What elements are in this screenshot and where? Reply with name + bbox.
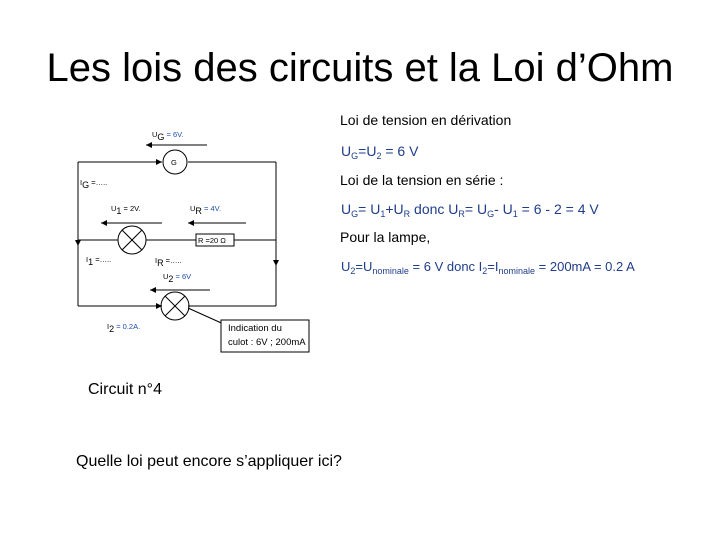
law-derivation-heading: Loi de tension en dérivation [340,112,512,128]
law-derivation-equation: $U_G=U_2 = 6$ V [341,143,419,161]
lamp-2-symbol [161,292,189,320]
u1-label: $U_1 = 2V$. [111,204,141,216]
law-series-heading: Loi de la tension en série : [340,172,504,188]
resistor-label: R =20 Ω [198,236,226,245]
i2-label: $I_2 = 0.2A$. [107,322,141,334]
lamp-1-symbol [118,226,146,254]
callout-line-2: culot : 6V ; 200mA [228,337,306,348]
u2-label: $U_2 = 6V$ [163,272,192,284]
law-series-equation: $U_G= U_1+U_R$ donc $U_R= U_G-$ $U_1 = 6 - 2 = 4$ V [341,201,599,219]
ur-label: $U_R = 4V$. [190,204,222,216]
lamp-heading: Pour la lampe, [340,229,431,245]
ug-label: $U_G = 6V$. [152,130,184,142]
i1-label: $I_1$ =….. [86,255,112,267]
circuit-caption: Circuit n°4 [88,381,162,398]
ir-label: $I_R$ =….. [155,256,182,268]
callout-line-1: Indication du [228,323,282,334]
generator-label: G [171,158,177,167]
slide-title: Les lois des circuits et la Loi d’Ohm [46,46,674,90]
lamp-equation: $U_2=U_{nominale} = 6$ V donc $I_2=I_{nominale} = 200mA = 0.2$ A [341,259,635,276]
question-text: Quelle loi peut encore s’appliquer ici? [76,453,342,470]
ig-label: $I_G$ =….. [80,178,108,190]
